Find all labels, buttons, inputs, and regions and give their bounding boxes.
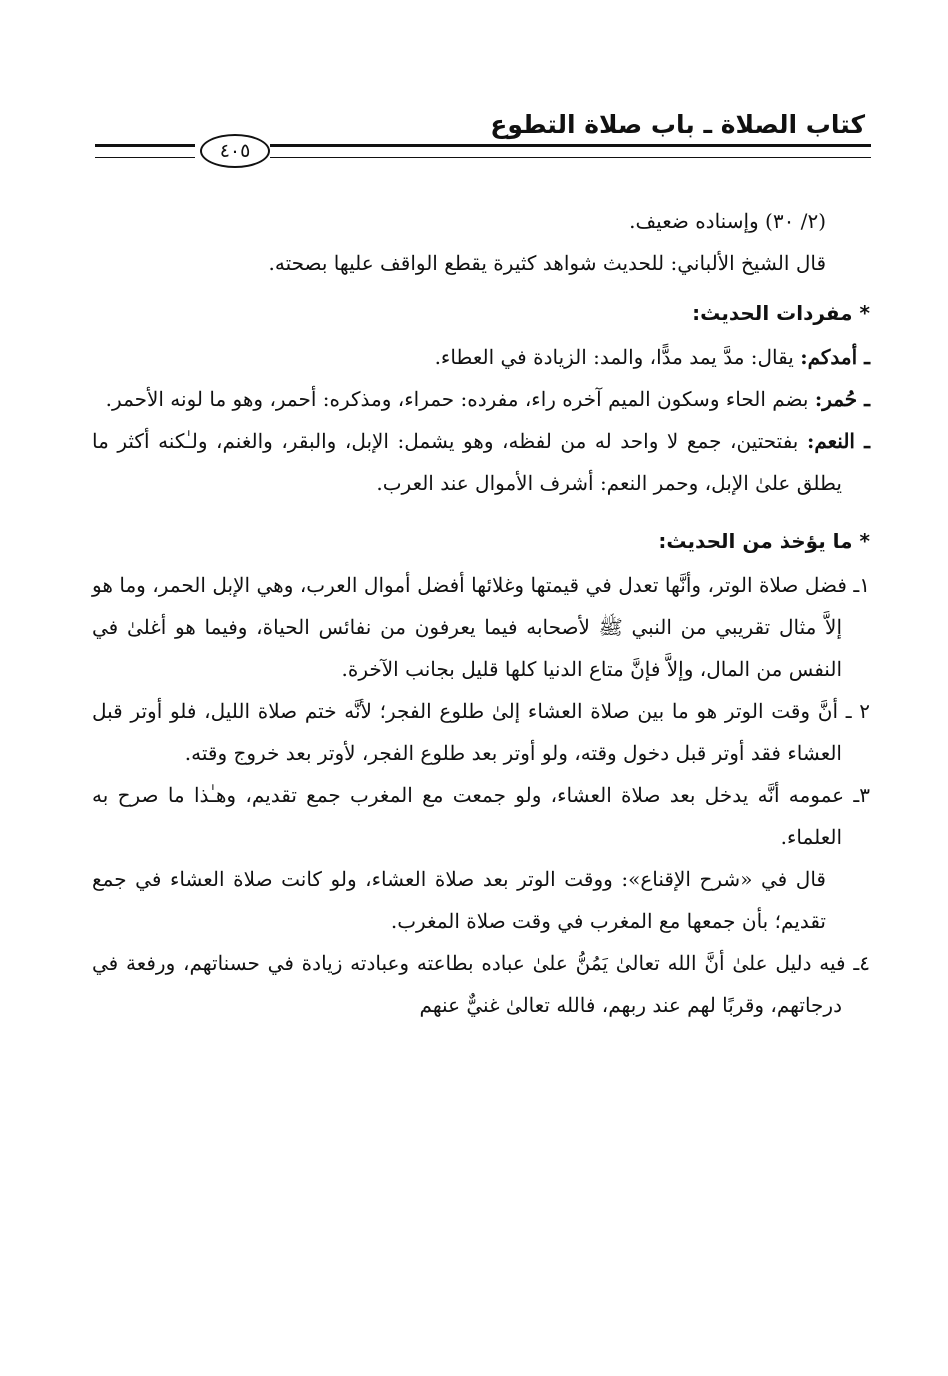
lesson-text: فضل صلاة الوتر، وأنَّها تعدل في قيمتها وغلائها أفضل أموال العرب، وهي الإبل الحمر، وما هو إلاَّ مثال تقريبي من النبي ﷺ لأصحابه فيما يعرفون من نفائس الحياة، وفيما هو أغلىٰ في النفس من المال، وإلاَّ فإنَّ متاع الدنيا كلها قليل بجانب الآخرة. — [92, 573, 854, 681]
vocab-item — [92, 420, 870, 504]
page-header — [95, 100, 871, 160]
lesson-number: ٣ـ — [853, 783, 870, 807]
vocab-definition: يقال: مدَّ يمد مدًّا، والمد: الزيادة في العطاء. — [434, 345, 801, 369]
chapter-title: كتاب الصلاة ـ باب صلاة التطوع — [490, 110, 865, 139]
vocab-term: ـ أمدكم: — [800, 345, 870, 369]
sharh-iqna-quote: قال في «شرح الإقناع»: ووقت الوتر بعد صلاة العشاء، ولو كانت صلاة العشاء في جمع تقديم؛ بأن جمعها مع المغرب في وقت صلاة المغرب. — [92, 867, 826, 933]
lesson-item — [92, 564, 870, 690]
albani-statement: قال الشيخ الألباني: للحديث شواهد كثيرة يقطع الواقف عليها بصحته. — [268, 251, 826, 275]
page-body — [92, 200, 870, 1026]
vocab-item — [92, 336, 870, 378]
reference-line: (٢/ ٣٠) وإسناده ضعيف. — [629, 209, 826, 233]
vocab-heading: * مفردات الحديث: — [692, 301, 870, 325]
lesson-item — [92, 774, 870, 858]
vocab-term: ـ حُمر: — [814, 387, 870, 411]
header-rule-right — [270, 144, 871, 158]
lesson-text: أنَّ وقت الوتر هو ما بين صلاة العشاء إلىٰ طلوع الفجر؛ لأنَّه ختم صلاة الليل، فلو أوتر قبل العشاء فقد أوتر قبل دخول وقته، ولو أوتر بعد طلوع الفجر، لأوتر بعد خروج وقته. — [92, 699, 846, 765]
vocab-definition: بفتحتين، جمع لا واحد له من لفظه، وهو يشمل: الإبل، والبقر، والغنم، ولـٰكنه أكثر ما يطلق علىٰ الإبل، وحمر النعم: أشرف الأموال عند العرب. — [92, 429, 842, 495]
page-number: ٤٠٥ — [200, 134, 270, 168]
vocab-definition: بضم الحاء وسكون الميم آخره راء، مفرده: حمراء، ومذكره: أحمر، وهو ما لونه الأحمر. — [105, 387, 815, 411]
lesson-text: عمومه أنَّه يدخل بعد صلاة العشاء، ولو جمعت مع المغرب جمع تقديم، وهـٰذا ما صرح به العلماء. — [92, 783, 854, 849]
vocab-term: ـ النعم: — [806, 429, 870, 453]
lesson-item — [92, 690, 870, 774]
lessons-heading: * ما يؤخذ من الحديث: — [658, 529, 870, 553]
lesson-number: ٢ ـ — [845, 699, 871, 723]
lesson-text: فيه دليل علىٰ أنَّ الله تعالىٰ يَمُنُّ علىٰ عباده بطاعته وعبادته زيادة في حسناتهم، ورفعة في درجاتهم، وقربًا لهم عند ربهم، فالله تعالىٰ غنيٌّ عنهم — [92, 951, 854, 1017]
lesson-number: ١ـ — [853, 573, 870, 597]
lesson-number: ٤ـ — [853, 951, 870, 975]
vocab-item — [92, 378, 870, 420]
lesson-item — [92, 942, 870, 1026]
header-rule-left — [95, 144, 195, 158]
